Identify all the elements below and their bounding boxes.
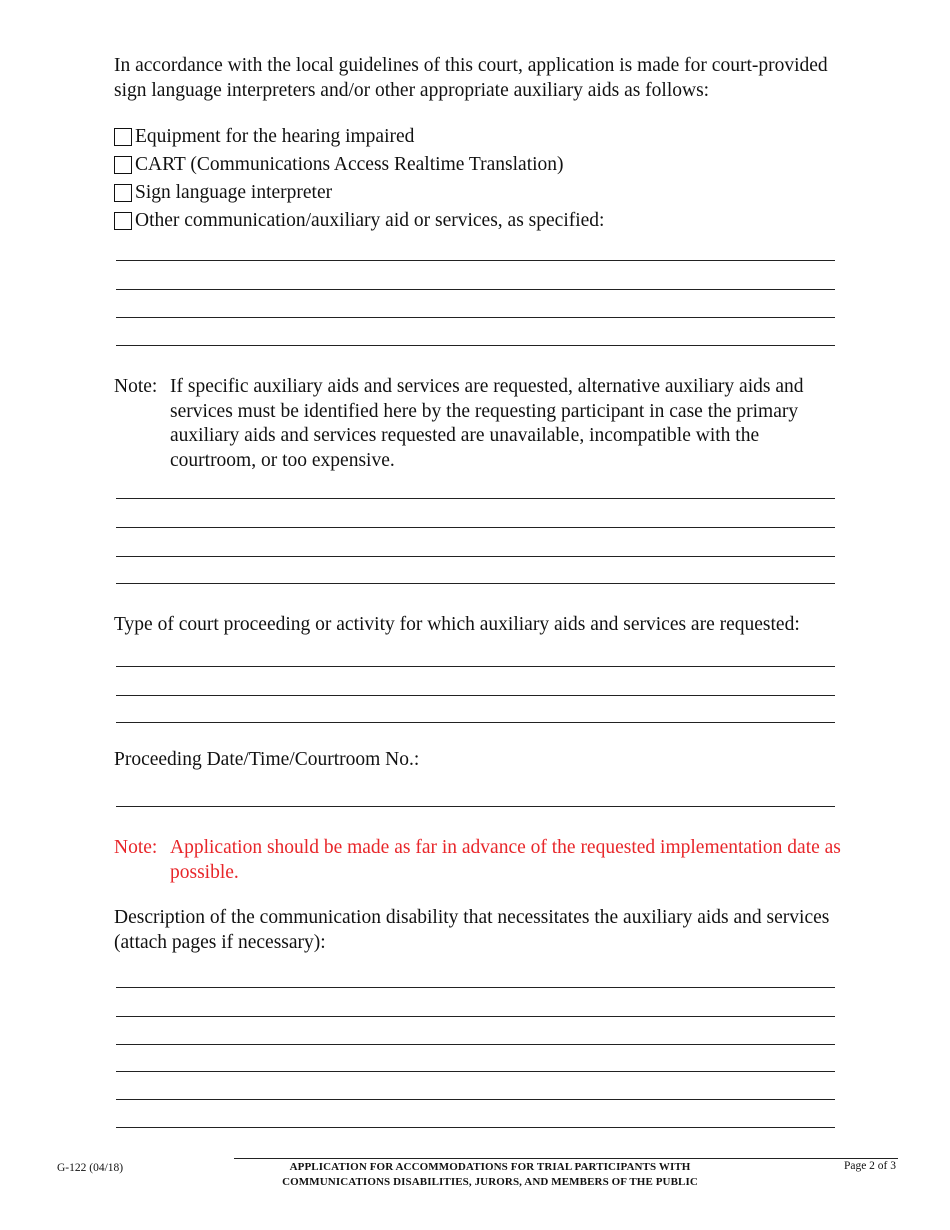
description-line[interactable] [116, 1016, 835, 1017]
footer-title-line1: APPLICATION FOR ACCOMMODATIONS FOR TRIAL PARTICIPANTS WITH [289, 1161, 691, 1173]
checkbox[interactable] [114, 156, 132, 174]
footer-title [230, 1160, 750, 1189]
checkbox[interactable] [114, 212, 132, 230]
description-line[interactable] [116, 987, 835, 988]
intro-paragraph: In accordance with the local guidelines of this court, application is made for court-provided sign language interpreters and/or other appropriate auxiliary aids as follows: [114, 55, 828, 101]
option-label: Other communication/auxiliary aid or services, as specified: [135, 209, 605, 231]
description-line[interactable] [116, 1044, 835, 1045]
advance-application-note [114, 836, 844, 885]
alternative-aids-line[interactable] [116, 527, 835, 528]
page-number: Page 2 of 3 [843, 1160, 896, 1172]
checkbox[interactable] [114, 184, 132, 202]
option-label: Equipment for the hearing impaired [135, 125, 415, 147]
other-specified-line[interactable] [116, 345, 835, 346]
proceeding-date-label: Proceeding Date/Time/Courtroom No.: [114, 749, 420, 770]
option-other[interactable] [114, 208, 604, 234]
proceeding-date-line[interactable] [116, 806, 835, 807]
alternative-aids-line[interactable] [116, 498, 835, 499]
option-label: Sign language interpreter [135, 181, 333, 203]
note-text: If specific auxiliary aids and services are requested, alternative auxiliary aids and services must be identified here by the requesting participant in case the primary auxiliary aids and services requested are unavailable, incompatible with the courtroom, or too expensive. [170, 376, 804, 471]
other-specified-line[interactable] [116, 317, 835, 318]
description-line[interactable] [116, 1099, 835, 1100]
footer-divider [234, 1158, 898, 1159]
other-specified-line[interactable] [116, 289, 835, 290]
description-line[interactable] [116, 1127, 835, 1128]
form-number: G-122 (04/18) [57, 1162, 124, 1174]
alternative-aids-line[interactable] [116, 583, 835, 584]
option-equipment[interactable] [114, 124, 414, 150]
note-label: Note: [114, 376, 158, 397]
description-line[interactable] [116, 1071, 835, 1072]
alternative-aids-note [114, 375, 844, 473]
proceeding-type-line[interactable] [116, 722, 835, 723]
note-label: Note: [114, 837, 158, 858]
option-label: CART (Communications Access Realtime Translation) [135, 153, 564, 175]
proceeding-type-line[interactable] [116, 666, 835, 667]
option-sign-language[interactable] [114, 180, 332, 206]
proceeding-type-label: Type of court proceeding or activity for which auxiliary aids and services are requested: [114, 614, 800, 635]
alternative-aids-line[interactable] [116, 556, 835, 557]
description-label: Description of the communication disability that necessitates the auxiliary aids and services (attach pages if necessary): [114, 907, 830, 953]
other-specified-line[interactable] [116, 260, 835, 261]
footer-title-line2: COMMUNICATIONS DISABILITIES, JURORS, AND MEMBERS OF THE PUBLIC [282, 1175, 698, 1188]
proceeding-type-line[interactable] [116, 695, 835, 696]
option-cart[interactable] [114, 152, 564, 178]
checkbox[interactable] [114, 128, 132, 146]
note-text: Application should be made as far in advance of the requested implementation date as possible. [170, 837, 841, 883]
